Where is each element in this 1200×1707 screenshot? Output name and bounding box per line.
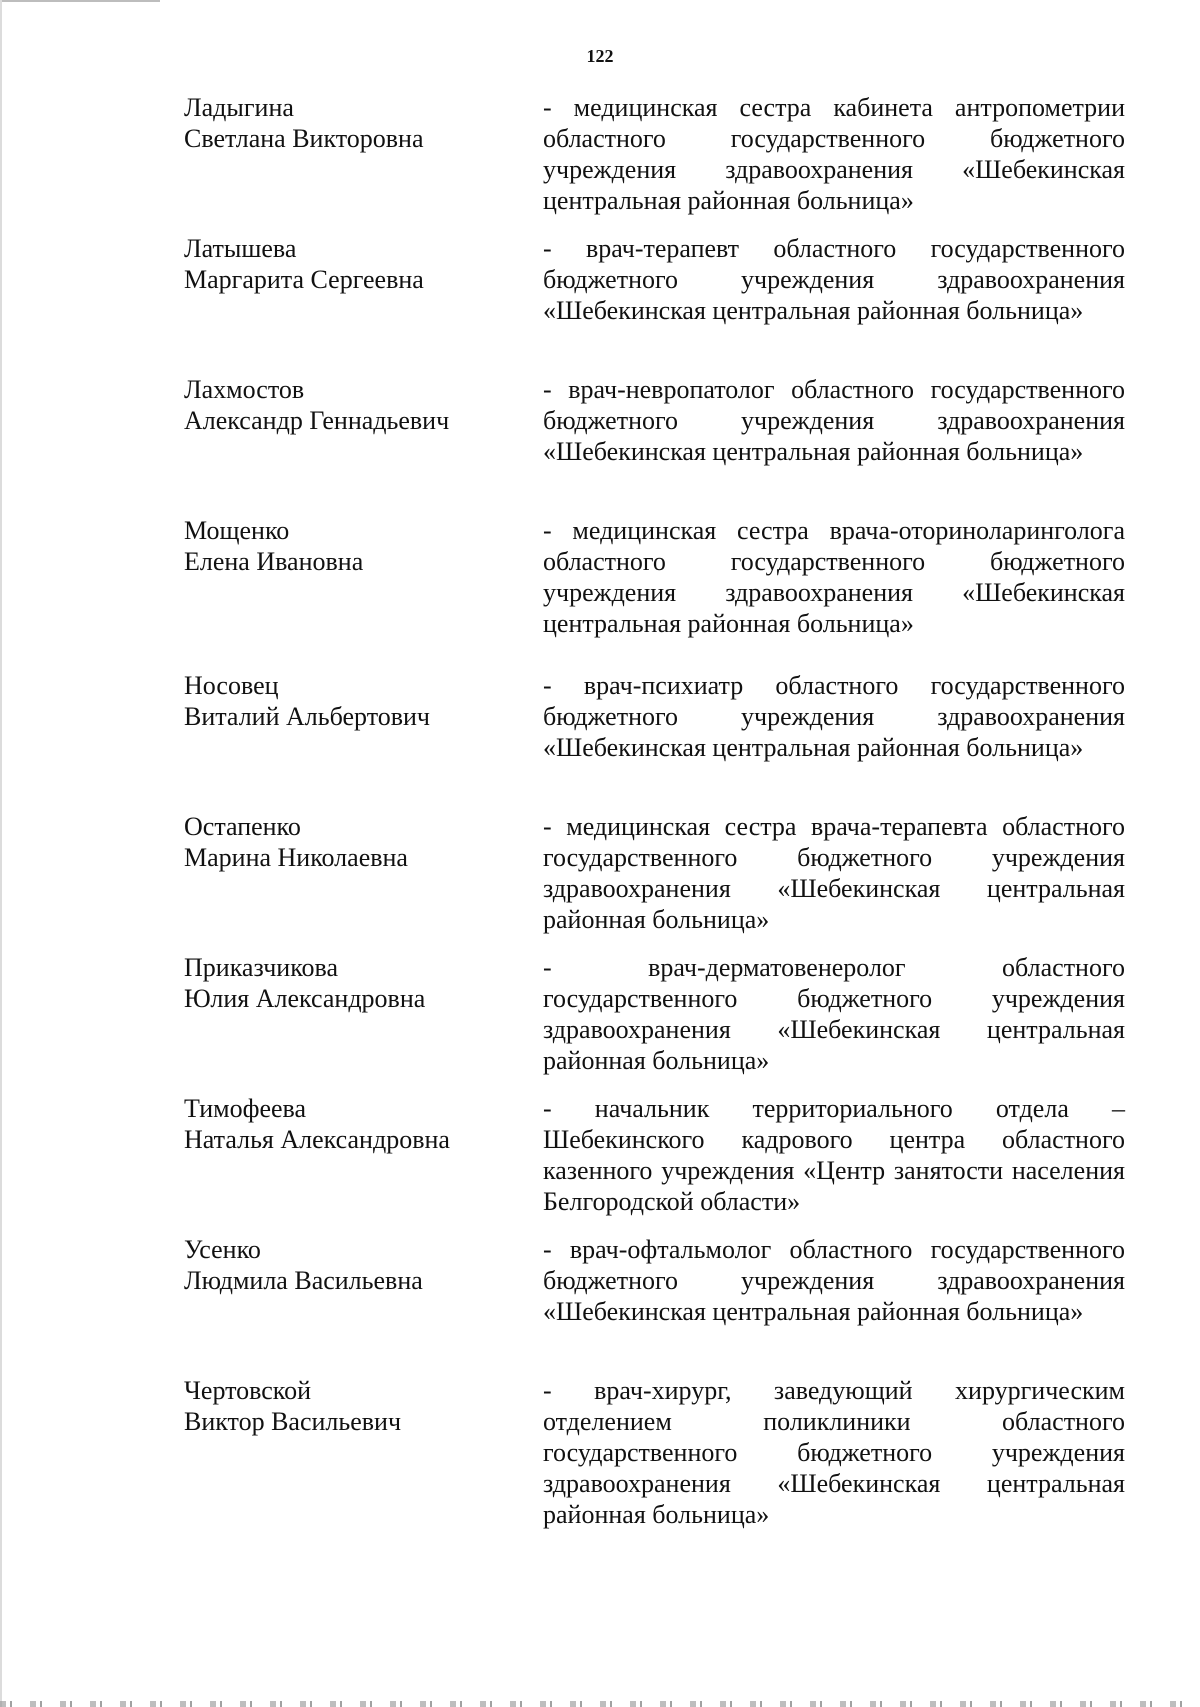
- staff-entry: [0, 374, 1200, 515]
- position-description: - врач-невропатолог областного государственного бюджетного учреждения здравоохранения «Шебекинская центральная районная больница»: [543, 375, 1125, 466]
- surname: Мощенко: [184, 516, 290, 545]
- person-name: [184, 952, 514, 1014]
- given-names: Александр Геннадьевич: [184, 406, 450, 435]
- staff-entry: [0, 233, 1200, 374]
- person-name: [184, 374, 514, 436]
- position-description: - медицинская сестра врача-терапевта областного государственного бюджетного учреждения здравоохранения «Шебекинская центральная районная больница»: [543, 812, 1125, 934]
- position-description: - врач-дерматовенеролог областного государственного бюджетного учреждения здравоохранения «Шебекинская центральная районная больница»: [543, 953, 1125, 1075]
- position-description: - начальник территориального отдела – Шебекинского кадрового центра областного казенного учреждения «Центр занятости населения Белгородской области»: [543, 1094, 1125, 1216]
- staff-entry: [0, 670, 1200, 811]
- given-names: Наталья Александровна: [184, 1125, 450, 1154]
- position-description: - врач-психиатр областного государственного бюджетного учреждения здравоохранения «Шебекинская центральная районная больница»: [543, 671, 1125, 762]
- given-names: Виталий Альбертович: [184, 702, 430, 731]
- staff-entry: [0, 92, 1200, 233]
- staff-entry: [0, 1234, 1200, 1375]
- person-name: [184, 811, 514, 873]
- surname: Приказчикова: [184, 953, 338, 982]
- person-name: [184, 515, 514, 577]
- surname: Ладыгина: [184, 93, 294, 122]
- person-name: [184, 1375, 514, 1437]
- surname: Чертовской: [184, 1376, 312, 1405]
- position-description: - врач-хирург, заведующий хирургическим отделением поликлиники областного государственного бюджетного учреждения здравоохранения «Шебекинская центральная районная больница»: [543, 1376, 1125, 1529]
- surname: Латышева: [184, 234, 297, 263]
- surname: Усенко: [184, 1235, 261, 1264]
- given-names: Людмила Васильевна: [184, 1266, 423, 1295]
- staff-list: [0, 92, 1200, 1530]
- given-names: Маргарита Сергеевна: [184, 265, 424, 294]
- surname: Лахмостов: [184, 375, 305, 404]
- given-names: Марина Николаевна: [184, 843, 408, 872]
- staff-entry: [0, 952, 1200, 1093]
- staff-entry: [0, 515, 1200, 670]
- person-name: [184, 1093, 514, 1155]
- person-name: [184, 92, 514, 154]
- position-description: - медицинская сестра врача-оториноларинголога областного государственного бюджетного учреждения здравоохранения «Шебекинская центральная районная больница»: [543, 516, 1125, 638]
- person-name: [184, 233, 514, 295]
- given-names: Елена Ивановна: [184, 547, 364, 576]
- surname: Носовец: [184, 671, 279, 700]
- given-names: Светлана Викторовна: [184, 124, 424, 153]
- position-description: - врач-офтальмолог областного государственного бюджетного учреждения здравоохранения «Шебекинская центральная районная больница»: [543, 1235, 1125, 1326]
- page-number: 122: [586, 46, 614, 66]
- person-name: [184, 670, 514, 732]
- staff-entry: [0, 1093, 1200, 1234]
- position-description: - врач-терапевт областного государственного бюджетного учреждения здравоохранения «Шебекинская центральная районная больница»: [543, 234, 1125, 325]
- staff-entry: [0, 1375, 1200, 1530]
- person-name: [184, 1234, 514, 1296]
- staff-entry: [0, 811, 1200, 952]
- surname: Тимофеева: [184, 1094, 307, 1123]
- position-description: - медицинская сестра кабинета антропометрии областного государственного бюджетного учреждения здравоохранения «Шебекинская центральная районная больница»: [543, 93, 1125, 215]
- given-names: Виктор Васильевич: [184, 1407, 402, 1436]
- scan-artifact-bottom: [0, 1701, 1200, 1707]
- scan-artifact-top: [0, 0, 160, 2]
- surname: Остапенко: [184, 812, 301, 841]
- given-names: Юлия Александровна: [184, 984, 426, 1013]
